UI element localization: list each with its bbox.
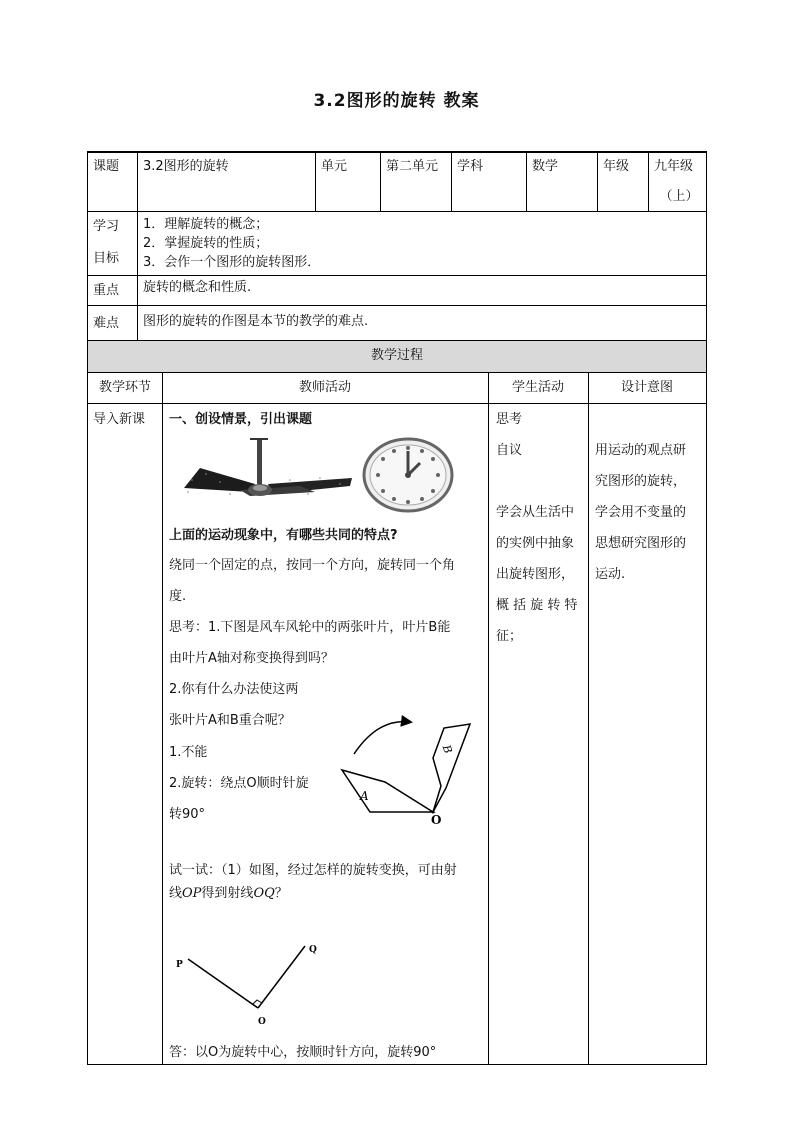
difficulty-text: 图形的旋转的作图是本节的教学的难点.: [143, 314, 369, 329]
col-divider: [380, 151, 381, 212]
column-header-intent: 设计意图: [620, 380, 673, 395]
student-text: 概 括 旋 转 特: [496, 598, 578, 613]
goal-item: 2．掌握旋转的性质；: [143, 236, 269, 251]
point-o-label: O: [258, 1017, 266, 1027]
ray-op: OP: [182, 886, 202, 901]
blade-b-label: B: [439, 743, 455, 756]
process-band-title: 教学过程: [370, 348, 423, 363]
col-divider: [597, 151, 598, 212]
student-text: 的实例中抽象: [496, 536, 575, 551]
table-right-border: [706, 151, 707, 1065]
row-divider: [87, 211, 707, 212]
xueke-label: 学科: [457, 159, 484, 174]
student-text: 出旋转图形，: [496, 567, 575, 582]
page-title: 3.2图形的旋转 教案: [313, 91, 480, 111]
key-point-label: 重点: [93, 283, 120, 298]
key-point-text: 旋转的概念和性质.: [143, 280, 252, 295]
stage-label: 导入新课: [93, 412, 146, 427]
row-divider: [87, 275, 707, 276]
difficulty-label: 难点: [93, 316, 120, 331]
row-divider: [87, 403, 707, 404]
teacher-text: 1.不能: [169, 745, 208, 760]
student-text: 征；: [496, 629, 523, 644]
col-divider: [162, 372, 163, 1065]
col-divider: [526, 151, 527, 212]
table-bottom-border: [87, 1064, 707, 1065]
col-divider: [488, 372, 489, 1065]
point-q-label: Q: [309, 945, 317, 955]
intent-text: 学会用不变量的: [595, 505, 687, 520]
column-header-stage: 教学环节: [98, 380, 151, 395]
blade-rotation-figure: [338, 714, 480, 826]
student-text: 学会从生活中: [496, 505, 575, 520]
intent-text: 思想研究图形的: [595, 536, 687, 551]
answer-text: 答：以O为旋转中心，按顺时针方向，旋转90°: [169, 1045, 437, 1060]
danyuan-label: 单元: [321, 159, 348, 174]
table-top-border: [87, 151, 707, 153]
teacher-text: 张叶片A和B重合呢？: [169, 713, 291, 728]
ray-rotation-figure: [172, 940, 322, 1030]
col-divider: [137, 151, 138, 341]
question-text: 上面的运动现象中，有哪些共同的特点?: [169, 528, 398, 543]
col-divider: [315, 151, 316, 212]
teacher-text-part: ？: [274, 886, 288, 901]
table-left-border: [87, 151, 88, 1065]
goals-label: 目标: [93, 251, 120, 266]
intent-text: 运动.: [595, 567, 626, 582]
ceiling-fan-image: [180, 436, 355, 498]
teacher-text: 思考：1.下图是风车风轮中的两张叶片，叶片B能: [169, 620, 451, 635]
student-text: 思考: [496, 412, 523, 427]
teacher-text: 转90°: [169, 807, 206, 822]
goal-item: 3．会作一个图形的旋转图形．: [143, 255, 321, 270]
point-p-label: P: [176, 960, 183, 970]
goals-label: 学习: [93, 219, 120, 234]
goal-item: 1．理解旋转的概念；: [143, 217, 269, 232]
col-divider: [588, 372, 589, 1065]
teacher-text: 试一试：（1）如图，经过怎样的旋转变换，可由射: [169, 863, 457, 878]
column-header-student: 学生活动: [511, 380, 564, 395]
nianji-value: 九年级: [654, 159, 694, 174]
col-divider: [648, 151, 649, 212]
row-divider: [87, 305, 707, 306]
danyuan-value: 第二单元: [386, 159, 439, 174]
teacher-text: [169, 886, 288, 902]
keti-label: 课题: [93, 159, 120, 174]
col-divider: [451, 151, 452, 212]
column-header-teacher: 教师活动: [298, 380, 351, 395]
teacher-text: 2.你有什么办法使这两: [169, 682, 299, 697]
teacher-text: 由叶片A轴对称变换得到吗？: [169, 651, 334, 666]
teacher-text-part: 线: [169, 886, 183, 901]
row-divider: [87, 372, 707, 373]
teacher-text: 绕同一个固定的点，按同一个方向，旋转同一个角: [169, 558, 456, 573]
point-o-label: O: [431, 813, 442, 827]
teacher-text: 2.旋转：绕点O顺时针旋: [169, 776, 309, 791]
nianji-value-term: （上）: [659, 189, 699, 204]
intent-text: 用运动的观点研: [595, 443, 687, 458]
intent-text: 究图形的旋转，: [595, 474, 687, 489]
teacher-text-part: 得到射线: [201, 886, 254, 901]
blade-a-label: A: [360, 789, 369, 803]
student-text: 自议: [496, 443, 523, 458]
keti-value: 3.2图形的旋转: [143, 159, 229, 174]
teacher-text: 度.: [169, 589, 187, 604]
ray-oq: OQ: [253, 886, 275, 901]
section-heading: 一、创设情景，引出课题: [169, 412, 313, 427]
xueke-value: 数学: [532, 159, 559, 174]
nianji-label: 年级: [603, 159, 630, 174]
clock-image: [362, 435, 454, 513]
